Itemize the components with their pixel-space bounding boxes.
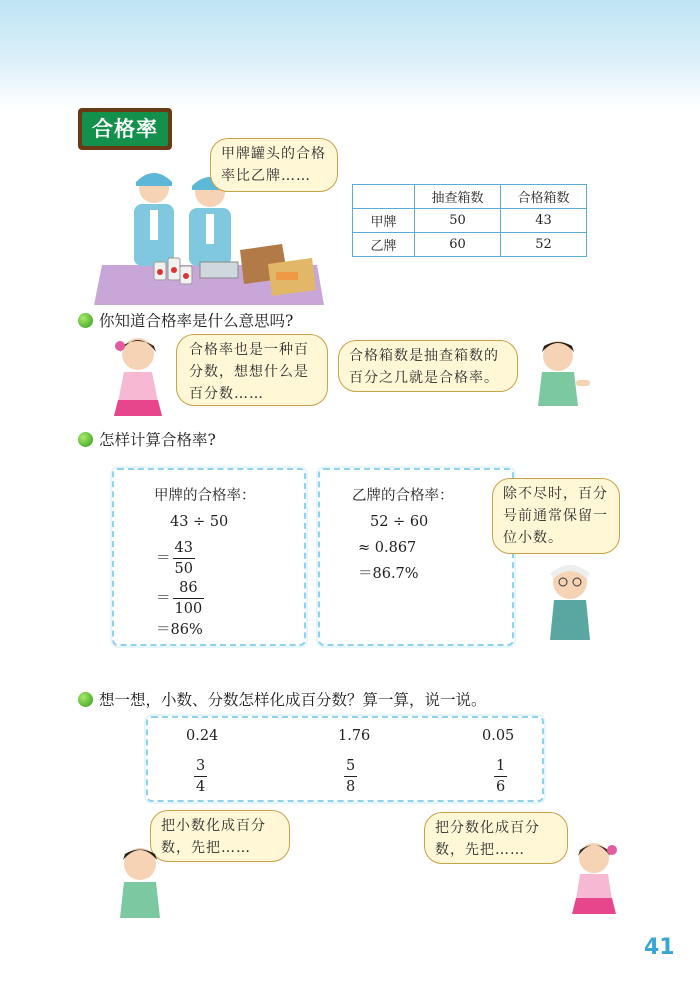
table-cell: 52 <box>501 233 587 257</box>
question-3 <box>78 688 487 710</box>
calc-a-step1: ＝ $\frac{43}{50}$ <box>156 540 193 577</box>
table-header-row <box>353 185 587 209</box>
fraction: $\frac{43}{50}$ <box>174 540 193 577</box>
speech-bubble-girl-2 <box>424 812 568 864</box>
speech-bubble-teacher <box>492 478 620 554</box>
calc-b-expr: 52 ÷ 60 <box>370 514 429 530</box>
question-text: 你知道合格率是什么意思吗? <box>99 312 294 330</box>
fraction: $\frac{86}{100}$ <box>174 580 203 617</box>
bubble-text: 合格率也是一种百分数，想想什么是百分数…… <box>189 342 309 402</box>
green-bullet-icon <box>78 432 93 447</box>
calc-a-label: 甲牌的合格率： <box>154 488 256 504</box>
exercise-card <box>146 716 544 802</box>
girl-illustration-2 <box>566 836 624 922</box>
calc-a-step2: ＝ $\frac{86}{100}$ <box>156 580 203 617</box>
table-row <box>353 209 587 233</box>
calc-b-result: ＝86.7% <box>358 566 419 582</box>
bubble-text: 除不尽时，百分号前通常保留一位小数。 <box>503 486 608 546</box>
speech-bubble-top <box>210 138 338 192</box>
speech-bubble-boy <box>338 340 518 392</box>
question-2 <box>78 428 216 450</box>
table-header: 合格箱数 <box>501 185 587 209</box>
decimal-value: 0.05 <box>482 728 515 744</box>
calc-b-label: 乙牌的合格率： <box>352 488 454 504</box>
table-header <box>353 185 415 209</box>
inspection-table <box>352 184 587 257</box>
table-cell: 甲牌 <box>353 209 415 233</box>
green-bullet-icon <box>78 692 93 707</box>
bubble-text: 把小数化成百分数，先把…… <box>161 818 266 856</box>
table-row <box>353 233 587 257</box>
section-title-badge <box>78 108 172 150</box>
bubble-text: 把分数化成百分数，先把…… <box>435 820 540 858</box>
calc-card-a <box>112 468 306 646</box>
header-band <box>0 0 700 110</box>
table-cell: 乙牌 <box>353 233 415 257</box>
question-1 <box>78 309 293 331</box>
table-cell: 43 <box>501 209 587 233</box>
calc-a-result: ＝86% <box>156 622 203 638</box>
speech-bubble-girl <box>176 334 328 406</box>
fraction: $\frac{1}{6}$ <box>496 758 506 795</box>
table-header: 抽查箱数 <box>415 185 501 209</box>
fraction: $\frac{5}{8}$ <box>346 758 356 795</box>
calc-a-expr: 43 ÷ 50 <box>170 514 229 530</box>
calc-b-approx: ≈ 0.867 <box>358 540 417 556</box>
page-number: 41 <box>644 935 675 960</box>
decimal-value: 0.24 <box>186 728 219 744</box>
table-cell: 50 <box>415 209 501 233</box>
table-cell: 60 <box>415 233 501 257</box>
question-text: 想一想，小数、分数怎样化成百分数？算一算，说一说。 <box>99 691 487 709</box>
calc-card-b <box>318 468 514 646</box>
decimal-value: 1.76 <box>338 728 371 744</box>
fraction: $\frac{3}{4}$ <box>196 758 206 795</box>
green-bullet-icon <box>78 313 93 328</box>
boy-illustration-2 <box>108 842 174 922</box>
boy-illustration <box>528 336 594 412</box>
question-text: 怎样计算合格率? <box>99 431 216 449</box>
bubble-text: 合格箱数是抽查箱数的百分之几就是合格率。 <box>349 348 499 386</box>
girl-illustration <box>108 332 168 424</box>
teacher-illustration <box>540 560 600 648</box>
bubble-text: 甲牌罐头的合格率比乙牌…… <box>221 146 326 184</box>
section-title: 合格率 <box>82 112 168 146</box>
